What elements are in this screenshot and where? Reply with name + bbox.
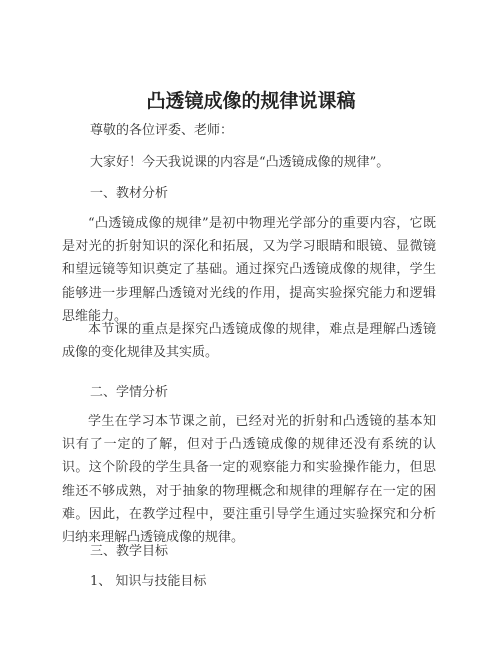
paragraph-textbook-analysis: “凸透镜成像的规律”是初中物理光学部分的重要内容，它既是对光的折射知识的深化和拓展，又为学习眼睛和眼镜、显微镜和望远镜等知识奠定了基础。通过探究凸透镜成像的规律，学生能够进一步理解凸透镜对光线的作用，提高实验探究能力和逻辑思维能力。	[62, 216, 436, 324]
section-heading-student-analysis: 二、学情分析	[90, 385, 169, 400]
paragraph-key-points: 本节课的重点是探究凸透镜成像的规律，难点是理解凸透镜成像的变化规律及其实质。	[62, 322, 436, 361]
section-heading-teaching-goals: 三、教学目标	[90, 544, 169, 559]
paragraph-student-analysis: 学生在学习本节课之前，已经对光的折射和凸透镜的基本知识有了一定的了解，但对于凸透镜成像的规律还没有系统的认识。这个阶段的学生具备一定的观察能力和实验操作能力，但思维还不够成熟，对于抽象的物理概念和规律的理解存在一定的困难。因此，在教学过程中，要注重引导学生通过实验探究和分析归纳来理解凸透镜成像的规律。	[62, 414, 436, 546]
document-title: 凸透镜成像的规律说课稿	[146, 90, 356, 112]
section-heading-textbook-analysis: 一、教材分析	[90, 186, 169, 201]
greeting: 大家好！今天我说课的内容是“凸透镜成像的规律”。	[90, 155, 390, 170]
subsection-heading-knowledge-skills: 1、 知识与技能目标	[90, 574, 207, 589]
salutation: 尊敬的各位评委、老师：	[90, 123, 234, 138]
